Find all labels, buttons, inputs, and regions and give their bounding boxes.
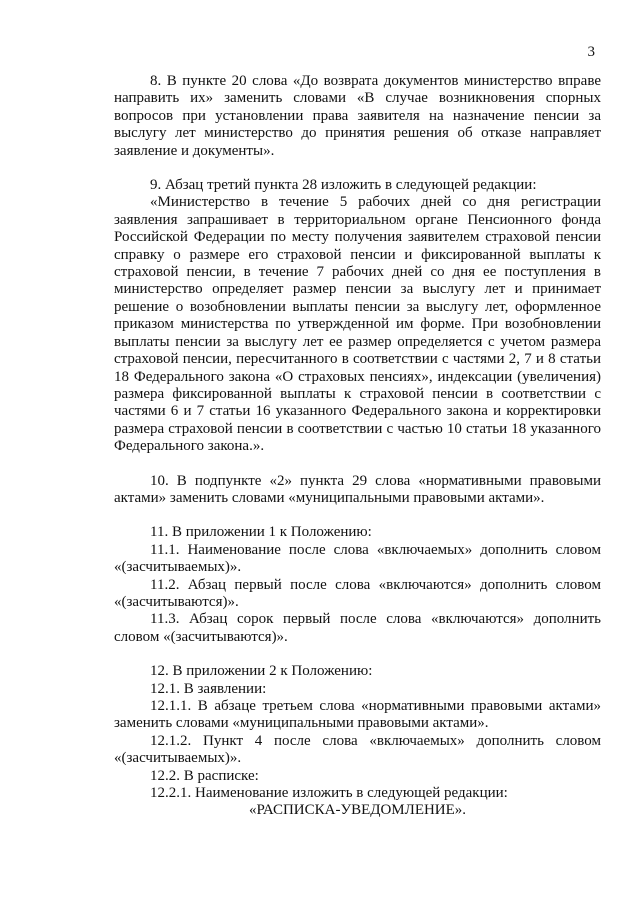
spacer <box>114 507 601 524</box>
paragraph-12-2-1: 12.2.1. Наименование изложить в следующей редакции: <box>150 785 508 802</box>
spacer <box>114 646 601 663</box>
paragraph-11-3: 11.3. Абзац сорок первый после слова «включаются» дополнить словом «(засчитываются)». <box>114 611 601 645</box>
spacer <box>114 160 601 177</box>
paragraph-11-1: 11.1. Наименование после слова «включаемых» дополнить словом «(засчитываемых)». <box>114 541 601 576</box>
receipt-title: «РАСПИСКА-УВЕДОМЛЕНИЕ». <box>248 802 467 819</box>
paragraph-11-2: 11.2. Абзац первый после слова «включаются» дополнить словом «(засчитываются)». <box>114 576 601 610</box>
paragraph-12: 12. В приложении 2 к Положению: <box>150 663 373 680</box>
paragraph-12-2: 12.2. В расписке: <box>150 767 259 784</box>
paragraph-9-quote: «Министерство в течение 5 рабочих дней со дня регистрации заявления запрашивает в территориальном органе Пенсионного фонда Российской Федерации по месту получения заявителем страховой пенсии справку о размере его страховой пенсии и фиксированной выплаты к страховой пенсии, в течение 7 рабочих дней со дня ее поступления в министерство определяет размер пенсии за выслугу лет и принимает решение о возобновлении выплаты пенсии за выслугу лет, оформленное приказом министерства по утвержденной им форме. При возобновлении выплаты пенсии за выслугу лет ее размер определяется с учетом размера страховой пенсии, пересчитанного в соответствии с частями 2, 7 и 8 статьи 18 Федерального закона «О страховых пенсиях», индексации (увеличения) размера фиксированной выплаты к страховой пенсии в соответствии с частями 6 и 7 статьи 16 указанного Федерального закона и корректировки размера страховой пенсии в соответствии с частью 10 статьи 18 указанного Федерального закона.». <box>114 194 601 455</box>
page-number: 3 <box>587 44 595 60</box>
paragraph-12-1-1: 12.1.1. В абзаце третьем слова «нормативными правовыми актами» заменить словами «муниципальными правовыми актами». <box>114 698 601 732</box>
paragraph-8: 8. В пункте 20 слова «До возврата документов министерство вправе направить их» заменить словами «В случае возникновения спорных вопросов при установлении права заявителя на назначение пенсии за выслугу лет министерство до принятия решения об отказе направляет заявление и документы». <box>114 73 601 159</box>
paragraph-11: 11. В приложении 1 к Положению: <box>150 524 372 541</box>
spacer <box>114 456 601 473</box>
paragraph-12-1: 12.1. В заявлении: <box>150 680 267 697</box>
paragraph-10: 10. В подпункте «2» пункта 29 слова «нормативными правовыми актами» заменить словами «муниципальными правовыми актами». <box>114 472 601 506</box>
paragraph-9: 9. Абзац третий пункта 28 изложить в следующей редакции: <box>150 177 537 194</box>
paragraph-12-1-2: 12.1.2. Пункт 4 после слова «включаемых» дополнить словом «(засчитываемых)». <box>114 732 601 767</box>
document-body <box>114 73 601 820</box>
